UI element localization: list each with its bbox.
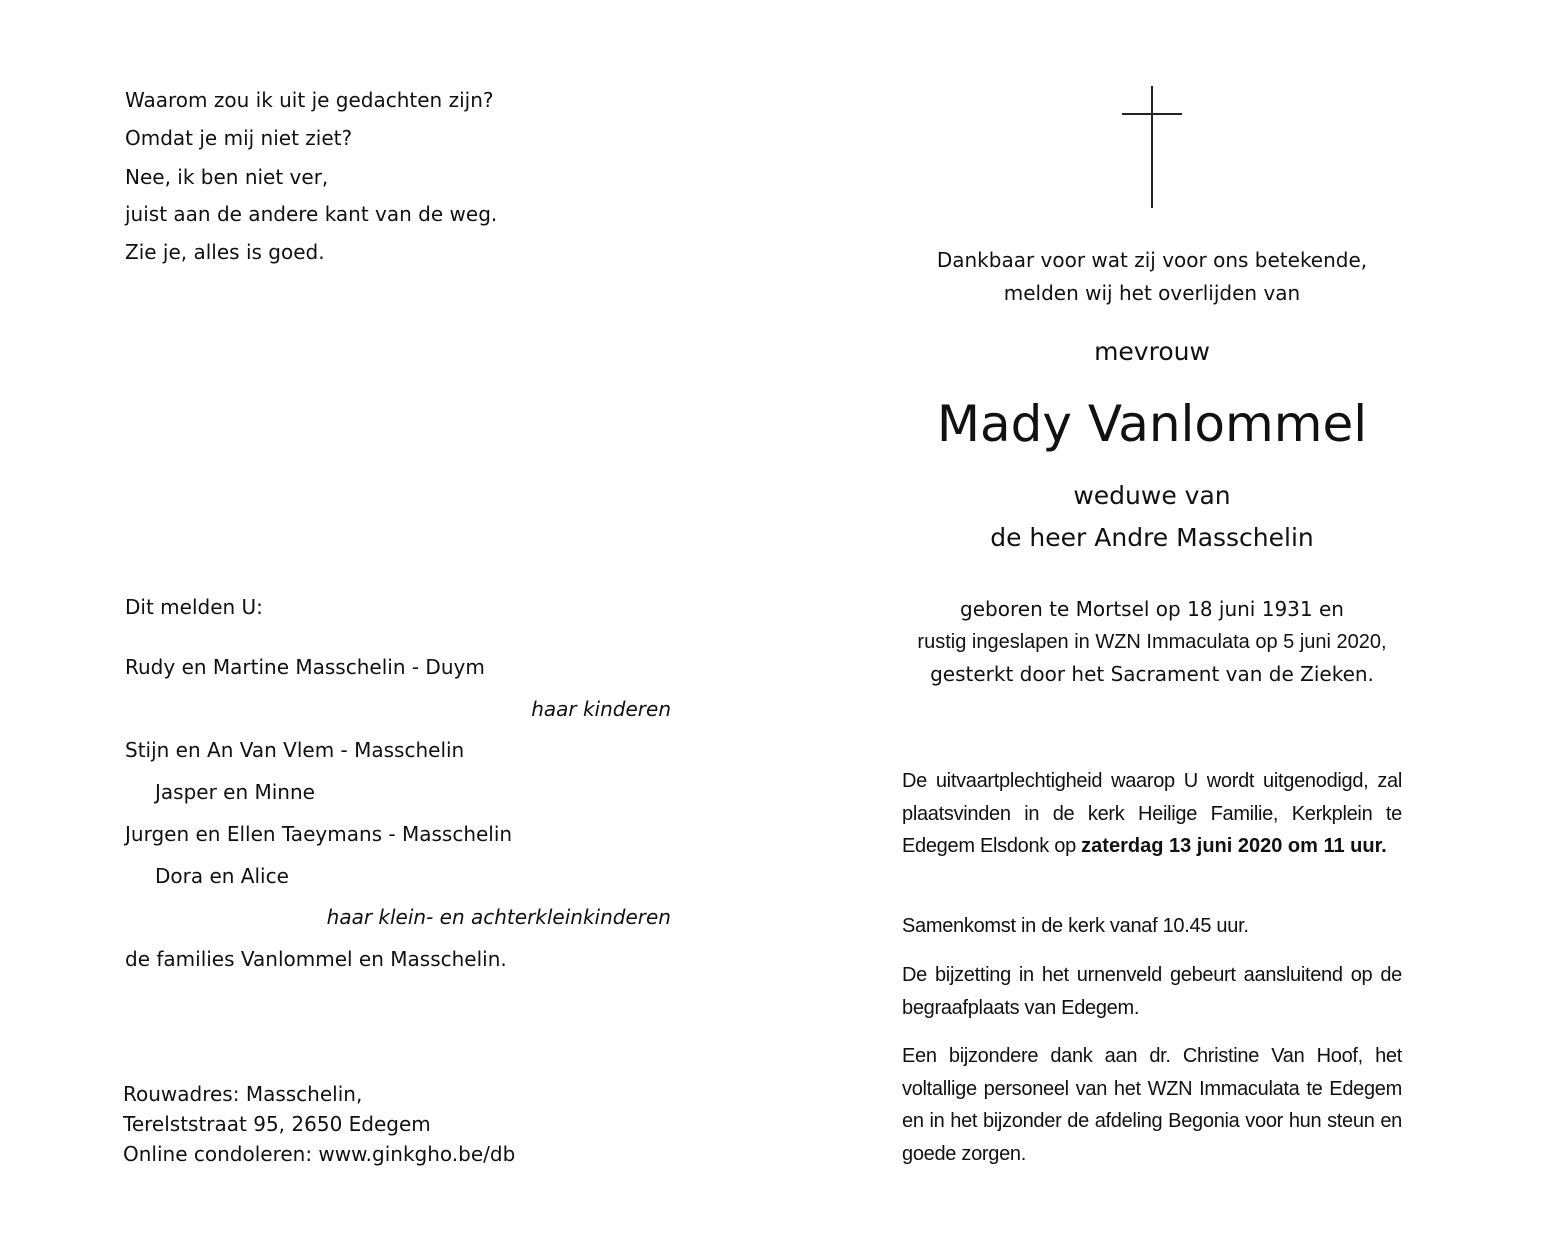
family-role: haar kinderen <box>531 697 671 721</box>
life-line: gesterkt door het Sacrament van de Zieken. <box>930 662 1374 686</box>
ceremony-text: De uitvaartplechtigheid waarop U wordt uitgenodigd, zal plaatsvinden in de kerk Heilige Familie, Kerkplein te Edegem Elsdonk op <box>902 770 1402 857</box>
gathering-paragraph: Samenkomst in de kerk vanaf 10.45 uur. <box>902 915 1249 937</box>
family-entry: Stijn en An Van Vlem - Masschelin <box>125 738 465 762</box>
deceased-name: Mady Vanlommel <box>936 395 1368 453</box>
family-intro: Dit melden U: <box>125 595 263 619</box>
salutation: mevrouw <box>1094 337 1210 366</box>
address-line: Rouwadres: Masschelin, <box>123 1082 363 1106</box>
family-entry: Dora en Alice <box>155 864 289 888</box>
family-entry: Jasper en Minne <box>155 780 315 804</box>
family-entry: de families Vanlommel en Masschelin. <box>125 947 507 971</box>
ceremony-paragraph <box>902 765 1402 863</box>
poem-line: Nee, ik ben niet ver, <box>125 165 329 189</box>
thanks-paragraph: Een bijzondere dank aan dr. Christine Van Hoof, het voltallige personeel van het WZN Immaculata te Edegem en in het bijzonder de afdeling Begonia voor hun steun en goede zorgen. <box>902 1045 1402 1165</box>
family-entry: Jurgen en Ellen Taeymans - Masschelin <box>125 822 513 846</box>
widow-line: weduwe van <box>1073 481 1231 510</box>
life-line: geboren te Mortsel op 18 juni 1931 en <box>960 597 1344 621</box>
address-line: Online condoleren: www.ginkgho.be/db <box>123 1142 516 1166</box>
poem-line: Omdat je mij niet ziet? <box>125 126 353 150</box>
cross-vertical <box>1151 86 1153 208</box>
intro-line: melden wij het overlijden van <box>1003 281 1301 305</box>
widow-line: de heer Andre Masschelin <box>990 523 1314 552</box>
life-line: rustig ingeslapen in WZN Immaculata op 5 juni 2020, <box>917 631 1387 653</box>
cross-horizontal <box>1122 113 1182 115</box>
family-entry: Rudy en Martine Masschelin - Duym <box>125 655 485 679</box>
ceremony-date: zaterdag 13 juni 2020 om 11 uur. <box>1081 835 1387 857</box>
intro-line: Dankbaar voor wat zij voor ons betekende, <box>936 248 1368 272</box>
family-role: haar klein- en achterkleinkinderen <box>326 905 671 929</box>
poem-line: Zie je, alles is goed. <box>125 240 325 264</box>
address-line: Terelststraat 95, 2650 Edegem <box>123 1112 431 1136</box>
poem-line: juist aan de andere kant van de weg. <box>125 202 498 226</box>
poem-line: Waarom zou ik uit je gedachten zijn? <box>125 88 494 112</box>
burial-paragraph: De bijzetting in het urnenveld gebeurt aansluitend op de begraafplaats van Edegem. <box>902 964 1402 1019</box>
